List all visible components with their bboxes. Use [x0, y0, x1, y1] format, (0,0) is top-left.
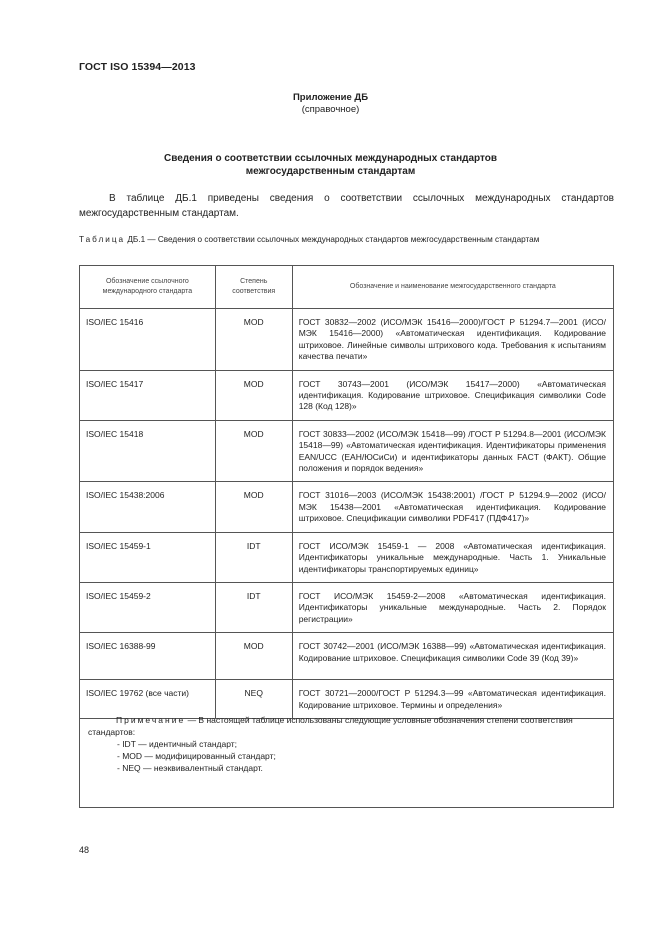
note-label: Примечание: [116, 715, 186, 725]
table-row: [80, 582, 614, 632]
table-row: [80, 633, 614, 680]
reference-standard-cell: ISO/IEC 15417: [80, 370, 216, 420]
table-row: [80, 420, 614, 482]
interstate-standard-cell: ГОСТ 30833—2002 (ИСО/МЭК 15418—99) /ГОСТ Р 51294.8—2001 (ИСО/МЭК 15418—99) «Автоматическая идентификация. Идентификаторы применения EAN/UCC (EAH/ЮСиСи) и идентификаторы данных FACT (ФАКТ). Общие положения и порядок ведения»: [292, 420, 613, 482]
interstate-standard-cell: ГОСТ 30832—2002 (ИСО/МЭК 15416—2000)/ГОСТ Р 51294.7—2001 (ИСО/МЭК 15416—2000) «Автоматическая идентификация. Кодирование штриховое. Линейные символы штрихового кода. Требования к испытаниям качества печати»: [292, 309, 613, 371]
compliance-degree-cell: MOD: [215, 420, 292, 482]
interstate-standard-cell: ГОСТ 30721—2000/ГОСТ Р 51294.3—99 «Автоматическая идентификация. Кодирование штриховое. Термины и определения»: [292, 680, 613, 719]
intro-text: В таблице ДБ.1 приведены сведения о соответствии ссылочных международных стандартов межгосударственным стандартам.: [79, 193, 614, 219]
reference-standard-cell: ISO/IEC 16388-99: [80, 633, 216, 680]
compliance-degree-cell: MOD: [215, 309, 292, 371]
compliance-degree-cell: MOD: [215, 482, 292, 532]
intro-paragraph: [79, 191, 614, 221]
reference-standard-cell: ISO/IEC 15438:2006: [80, 482, 216, 532]
note-item-mod: - MOD — модифицированный стандарт;: [117, 751, 276, 761]
table-row: [80, 309, 614, 371]
reference-standard-cell: ISO/IEC 19762 (все части): [80, 680, 216, 719]
compliance-degree-cell: MOD: [215, 633, 292, 680]
reference-standard-cell: ISO/IEC 15416: [80, 309, 216, 371]
table-caption-prefix: Таблица: [79, 235, 126, 244]
reference-standard-cell: ISO/IEC 15459-2: [80, 582, 216, 632]
table-row: [80, 482, 614, 532]
section-title: [0, 152, 661, 178]
interstate-standard-cell: ГОСТ 30742—2001 (ИСО/МЭК 16388—99) «Автоматическая идентификация. Кодирование штриховое. Спецификация символики Code 39 (Код 39)»: [292, 633, 613, 680]
note-item-neq: - NEQ — неэквивалентный стандарт.: [117, 763, 263, 773]
header-interstate-standard: Обозначение и наименование межгосударственного стандарта: [292, 266, 613, 309]
table-note: [79, 706, 614, 808]
section-title-line-2: межгосударственным стандартам: [245, 166, 416, 177]
appendix-heading: [0, 92, 661, 116]
table-caption-text: ДБ.1 — Сведения о соответствии ссылочных международных стандартов межгосударственным стандартам: [125, 235, 540, 244]
page-number: 48: [79, 845, 90, 855]
note-text: — В настоящей таблице использованы следующие условные обозначения степени соответствия стандартов:: [88, 715, 573, 737]
reference-standard-cell: ISO/IEC 15418: [80, 420, 216, 482]
compliance-degree-cell: IDT: [215, 532, 292, 582]
document-header: ГОСТ ISO 15394—2013: [79, 61, 196, 73]
section-title-line-1: Сведения о соответствии ссылочных международных стандартов: [163, 153, 498, 164]
reference-standard-cell: ISO/IEC 15459-1: [80, 532, 216, 582]
compliance-degree-cell: IDT: [215, 582, 292, 632]
note-item-idt: - IDT — идентичный стандарт;: [117, 739, 238, 749]
table-row: [80, 370, 614, 420]
appendix-subtitle: (справочное): [301, 104, 360, 115]
interstate-standard-cell: ГОСТ ИСО/МЭК 15459-1 — 2008 «Автоматическая идентификация. Идентификаторы уникальные международные. Часть 1. Уникальные идентификаторы транспортируемых единиц»: [292, 532, 613, 582]
table-row: [80, 532, 614, 582]
interstate-standard-cell: ГОСТ ИСО/МЭК 15459-2—2008 «Автоматическая идентификация. Идентификаторы уникальные международные. Часть 2. Порядок регистрации»: [292, 582, 613, 632]
compliance-degree-cell: NEQ: [215, 680, 292, 719]
table-caption: [79, 234, 614, 245]
header-reference-standard: Обозначение ссылочного международного стандарта: [80, 266, 216, 309]
interstate-standard-cell: ГОСТ 30743—2001 (ИСО/МЭК 15417—2000) «Автоматическая идентификация. Кодирование штриховое. Спецификация символики Code 128 (Код 128)»: [292, 370, 613, 420]
note-paragraph: [88, 714, 605, 738]
appendix-title: Приложение ДБ: [292, 92, 369, 103]
compliance-degree-cell: MOD: [215, 370, 292, 420]
table-header-row: [80, 266, 614, 309]
header-compliance-degree: Степень соответствия: [215, 266, 292, 309]
interstate-standard-cell: ГОСТ 31016—2003 (ИСО/МЭК 15438:2001) /ГОСТ Р 51294.9—2002 (ИСО/МЭК 15438—2001 «Автоматическая идентификация. Кодирование штриховое. Спецификации символики PDF417 (ПДФ417)»: [292, 482, 613, 532]
standards-table: [79, 265, 614, 719]
